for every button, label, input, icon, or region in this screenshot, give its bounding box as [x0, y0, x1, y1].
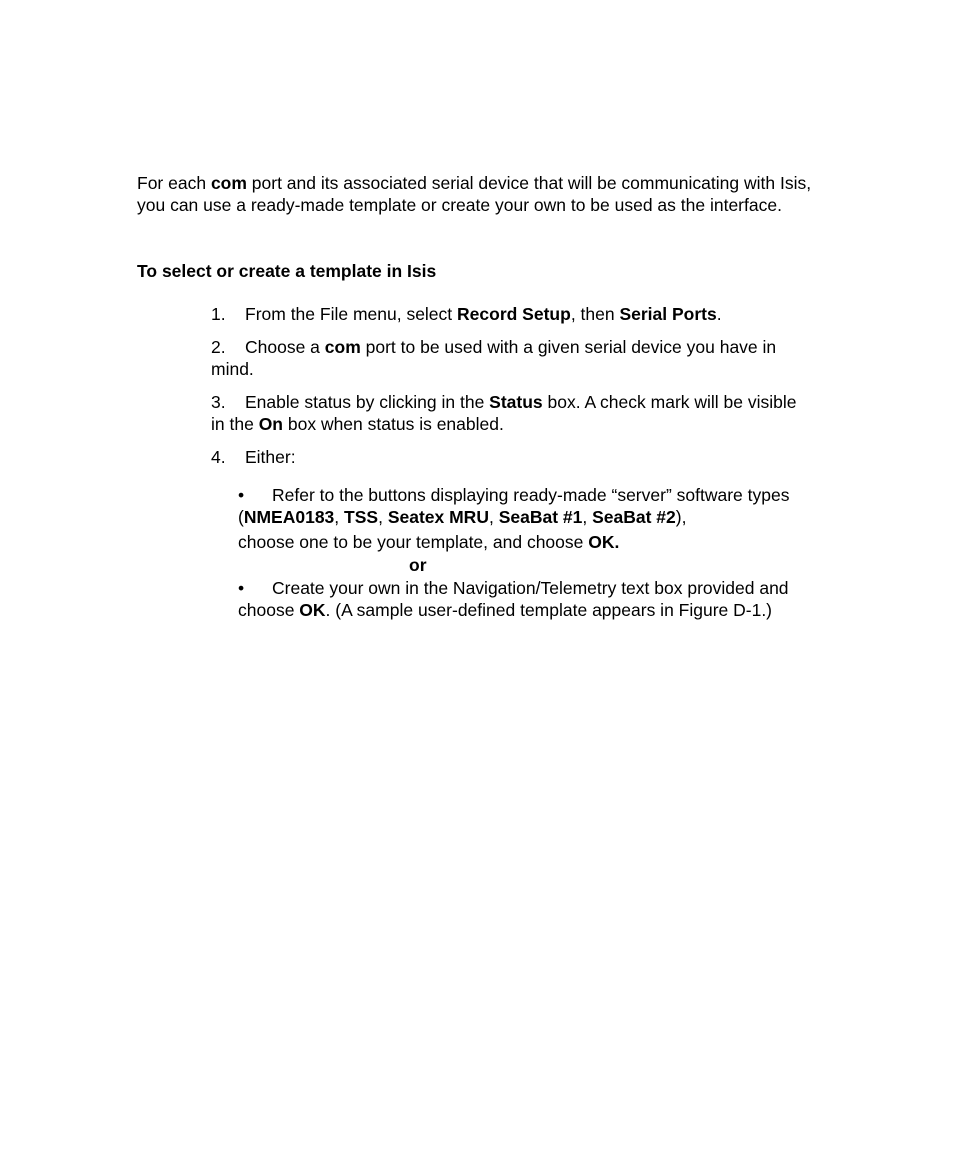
- step-text: Choose a: [245, 337, 325, 357]
- intro-paragraph: [137, 172, 817, 216]
- step-number: 3.: [211, 392, 226, 412]
- intro-text-1: For each: [137, 173, 211, 193]
- bullet-icon: •: [238, 485, 245, 505]
- bullet-sep: ,: [334, 507, 345, 527]
- bullet-sep: ,: [378, 507, 388, 527]
- step-2: [211, 336, 811, 380]
- bullet-bold: TSS: [344, 507, 379, 527]
- procedure-heading: To select or create a template in Isis: [137, 261, 437, 281]
- step-bold: On: [258, 414, 283, 434]
- step-text: port to be used with a given serial device you have in mind.: [211, 337, 777, 379]
- step-bold: Record Setup: [457, 304, 571, 324]
- bullet-text: Refer to the buttons displaying ready-made “server” software types (: [238, 485, 790, 527]
- step-text: box when status is enabled.: [283, 414, 504, 434]
- bullet-sep: ),: [675, 507, 687, 527]
- bullet-item-2: [238, 577, 808, 621]
- step-text: Enable status by clicking in the: [245, 392, 490, 412]
- step-1: [211, 303, 811, 325]
- bullet-bold: SeaBat #1: [498, 507, 583, 527]
- bullet-item-1: [238, 484, 808, 553]
- bullet-bold: SeaBat #2: [592, 507, 676, 527]
- step-number: 2.: [211, 337, 226, 357]
- step-4: [211, 446, 811, 468]
- intro-bold-com: com: [210, 173, 247, 193]
- step-number: 1.: [211, 304, 226, 324]
- or-separator: or: [409, 555, 427, 575]
- step-text: .: [716, 304, 722, 324]
- bullet-text: . (A sample user-defined template appears in Figure D-1.): [325, 600, 773, 620]
- step-text: Either:: [245, 447, 296, 467]
- bullet-bold: Seatex MRU: [387, 507, 489, 527]
- step-text: From the File menu, select: [245, 304, 458, 324]
- step-number: 4.: [211, 447, 226, 467]
- bullet-text: choose one to be your template, and choose: [238, 532, 589, 552]
- bullet-bold: OK: [299, 600, 326, 620]
- bullet-line-3: [238, 531, 808, 553]
- bullet-bold: OK.: [588, 532, 620, 552]
- bullet-sep: ,: [488, 507, 499, 527]
- step-bold: Status: [489, 392, 543, 412]
- bullet-icon: •: [238, 578, 245, 598]
- bullet-text: Create your own in the Navigation/Telemetry text box provided and choose: [238, 578, 789, 620]
- intro-text-2: port and its associated serial device that will be communicating with Isis, you can use a ready-made template or create your own to be used as the interface.: [137, 173, 812, 215]
- step-bold: Serial Ports: [619, 304, 717, 324]
- step-3: [211, 391, 811, 435]
- bullet-bold: NMEA0183: [243, 507, 335, 527]
- step-text: , then: [570, 304, 620, 324]
- step-text: box. A check mark will be visible in the: [211, 392, 797, 434]
- bullet-sep: ,: [582, 507, 593, 527]
- step-bold: com: [324, 337, 361, 357]
